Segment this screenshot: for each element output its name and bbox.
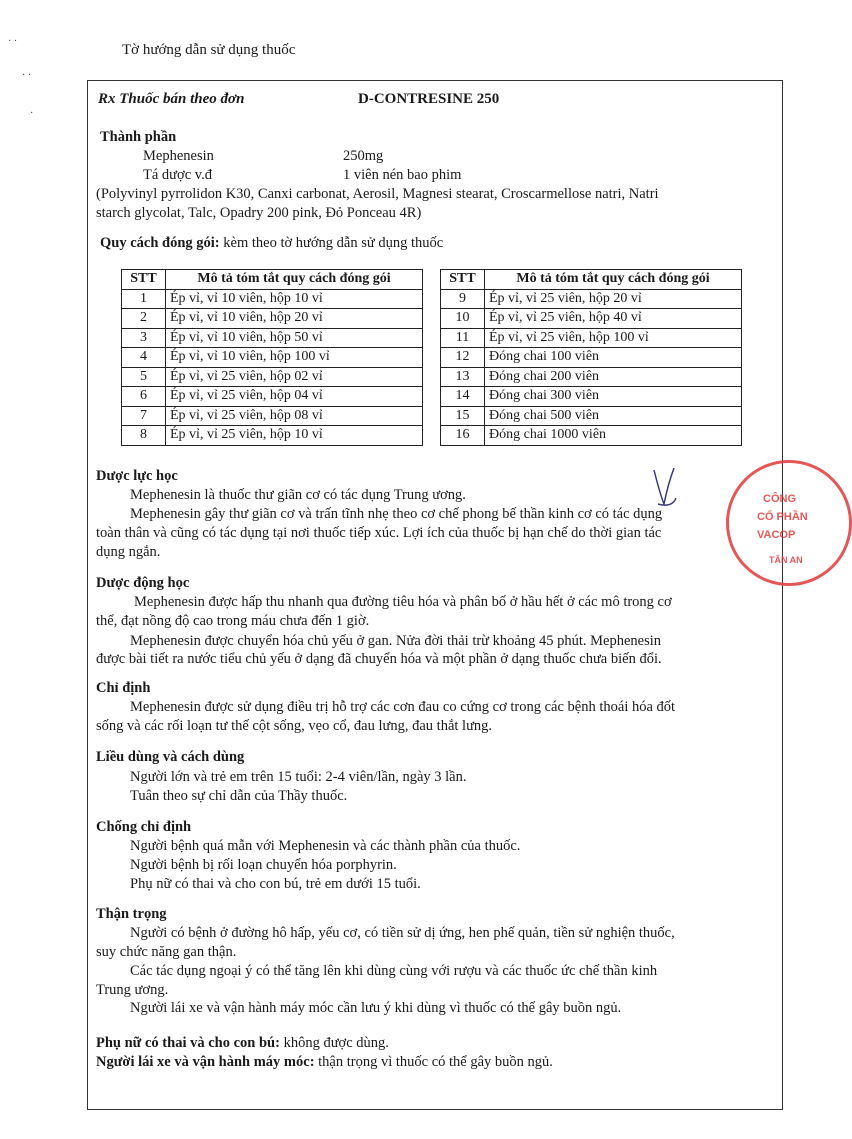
table-row (122, 328, 423, 348)
row-desc: Ép vỉ, vỉ 25 viên, hộp 02 vỉ (166, 367, 423, 387)
table-row (441, 426, 742, 446)
company-stamp (726, 460, 852, 586)
row-desc: Ép vỉ, vỉ 25 viên, hộp 20 vỉ (485, 289, 742, 309)
ci-line: Người bệnh bị rối loạn chuyển hóa porphyrin. (130, 857, 397, 873)
row-desc: Đóng chai 500 viên (485, 406, 742, 426)
table-row (441, 348, 742, 368)
active-amount: 250mg (343, 148, 384, 164)
contraindications-title: Chống chỉ định (96, 819, 192, 835)
table-row (122, 387, 423, 407)
col-stt: STT (122, 270, 166, 290)
table-row (122, 406, 423, 426)
doc-title: Tờ hướng dẫn sử dụng thuốc (122, 42, 296, 58)
table-row (441, 289, 742, 309)
composition-title: Thành phần (100, 129, 177, 145)
row-stt: 7 (122, 406, 166, 426)
prec-line: Người có bệnh ở đường hô hấp, yếu cơ, có tiền sử dị ứng, hen phế quản, tiền sử nghiện thuốc, (130, 925, 675, 941)
packaging-text: kèm theo tờ hướng dẫn sử dụng thuốc (223, 235, 444, 251)
pharmacokinetics-title: Dược động học (96, 575, 190, 591)
table-row (441, 309, 742, 329)
pk-line: Mephenesin được hấp thu nhanh qua đường tiêu hóa và phân bố ở hầu hết ở các mô trong cơ (134, 594, 672, 610)
col-desc: Mô tả tóm tắt quy cách đóng gói (485, 270, 742, 290)
table-row (122, 426, 423, 446)
stamp-text: TÂN AN (769, 555, 803, 565)
indications-title: Chỉ định (96, 680, 151, 696)
packaging-table-left (121, 269, 423, 446)
row-stt: 9 (441, 289, 485, 309)
packaging-line (100, 234, 443, 253)
signature-icon (646, 464, 686, 524)
excipient-name: Tá dược v.đ (143, 167, 212, 183)
row-desc: Đóng chai 1000 viên (485, 426, 742, 446)
row-stt: 5 (122, 367, 166, 387)
pk-line: Mephenesin được chuyển hóa chủ yếu ở gan. Nửa đời thải trừ khoảng 45 phút. Mephenesin (130, 633, 661, 649)
scan-mark: · · (22, 70, 32, 81)
row-stt: 2 (122, 309, 166, 329)
scan-mark: · (30, 108, 34, 119)
excipient-amount: 1 viên nén bao phim (343, 167, 462, 183)
prec-line: Trung ương. (96, 982, 169, 998)
excipient-list: (Polyvinyl pyrrolidon K30, Canxi carbonat, Aerosil, Magnesi stearat, Croscarmellose natri, Natri (96, 186, 659, 202)
row-stt: 4 (122, 348, 166, 368)
table-row (441, 328, 742, 348)
leaflet-frame (87, 80, 783, 1110)
pk-line: thể, đạt nồng độ cao trong máu chưa đến 1 giờ. (96, 613, 370, 629)
ind-line: sống và các rối loạn tư thế cột sống, vẹo cổ, đau lưng, đau thắt lưng. (96, 718, 493, 734)
dosage-line: Người lớn và trẻ em trên 15 tuổi: 2-4 viên/lần, ngày 3 lần. (130, 769, 467, 785)
excipient-list: starch glycolat, Talc, Opadry 200 pink, Đỏ Ponceau 4R) (96, 205, 422, 221)
ci-line: Người bệnh quá mẫn với Mephenesin và các thành phần của thuốc. (130, 838, 521, 854)
row-desc: Ép vỉ, vỉ 10 viên, hộp 50 vỉ (166, 328, 423, 348)
row-desc: Ép vỉ, vỉ 25 viên, hộp 100 vỉ (485, 328, 742, 348)
table-row (441, 387, 742, 407)
row-stt: 3 (122, 328, 166, 348)
driving-text: thận trọng vì thuốc có thể gây buồn ngủ. (318, 1054, 553, 1070)
product-name: D-CONTRESINE 250 (358, 91, 500, 107)
table-row (122, 289, 423, 309)
row-desc: Đóng chai 200 viên (485, 367, 742, 387)
packaging-label: Quy cách đóng gói: (100, 235, 220, 251)
row-stt: 15 (441, 406, 485, 426)
row-stt: 13 (441, 367, 485, 387)
pd-line: Mephenesin là thuốc thư giãn cơ có tác dụng Trung ương. (130, 487, 466, 503)
rx-label: Rx Thuốc bán theo đơn (98, 91, 245, 107)
packaging-table-right (440, 269, 742, 446)
row-desc: Đóng chai 300 viên (485, 387, 742, 407)
row-stt: 8 (122, 426, 166, 446)
pd-line: toàn thân và cũng có tác dụng tại nơi thuốc tiếp xúc. Lợi ích của thuốc bị hạn chế do thời gian tác (96, 525, 662, 541)
row-stt: 11 (441, 328, 485, 348)
pregnancy-label: Phụ nữ có thai và cho con bú: (96, 1035, 280, 1051)
table-row (441, 367, 742, 387)
dosage-title: Liều dùng và cách dùng (96, 749, 245, 765)
row-desc: Ép vỉ, vỉ 25 viên, hộp 08 vỉ (166, 406, 423, 426)
pk-line: được bài tiết ra nước tiểu chủ yếu ở dạng đã chuyển hóa và một phần ở dạng thuốc chưa biến đổi. (96, 651, 662, 667)
row-desc: Ép vỉ, vỉ 10 viên, hộp 100 vỉ (166, 348, 423, 368)
ind-line: Mephenesin được sử dụng điều trị hỗ trợ các cơn đau co cứng cơ trong các bệnh thoái hóa đốt (130, 699, 676, 715)
row-stt: 14 (441, 387, 485, 407)
pd-line: dụng ngắn. (96, 544, 161, 560)
table-row (441, 406, 742, 426)
pregnancy-line (96, 1034, 389, 1053)
table-row (122, 348, 423, 368)
row-stt: 12 (441, 348, 485, 368)
prec-line: suy chức năng gan thận. (96, 944, 237, 960)
row-desc: Ép vỉ, vỉ 10 viên, hộp 20 vỉ (166, 309, 423, 329)
row-desc: Đóng chai 100 viên (485, 348, 742, 368)
prec-line: Các tác dụng ngoại ý có thể tăng lên khi dùng cùng với rượu và các thuốc ức chế thần kinh (130, 963, 658, 979)
scan-mark: · · (8, 36, 18, 47)
table-row (122, 309, 423, 329)
col-desc: Mô tả tóm tắt quy cách đóng gói (166, 270, 423, 290)
row-desc: Ép vỉ, vỉ 25 viên, hộp 04 vỉ (166, 387, 423, 407)
driving-line (96, 1053, 553, 1072)
stamp-text: CỔ PHẦN (757, 511, 808, 523)
row-stt: 16 (441, 426, 485, 446)
precautions-title: Thận trọng (96, 906, 167, 922)
row-stt: 1 (122, 289, 166, 309)
row-desc: Ép vỉ, vỉ 25 viên, hộp 40 vỉ (485, 309, 742, 329)
pd-line: Mephenesin gây thư giãn cơ và trấn tĩnh nhẹ theo cơ chế phong bế thần kinh cơ có tác dụng (130, 506, 663, 522)
dosage-line: Tuân theo sự chỉ dẫn của Thầy thuốc. (130, 788, 348, 804)
prec-line: Người lái xe và vận hành máy móc cần lưu ý khi dùng vì thuốc có thể gây buồn ngủ. (130, 1000, 622, 1016)
ci-line: Phụ nữ có thai và cho con bú, trẻ em dưới 15 tuổi. (130, 876, 421, 892)
stamp-text: VACOP (757, 529, 796, 541)
table-row (122, 367, 423, 387)
row-stt: 10 (441, 309, 485, 329)
row-desc: Ép vỉ, vỉ 25 viên, hộp 10 vỉ (166, 426, 423, 446)
stamp-text: CÔNG (763, 493, 796, 505)
row-desc: Ép vỉ, vỉ 10 viên, hộp 10 vỉ (166, 289, 423, 309)
active-name: Mephenesin (143, 148, 214, 164)
pharmacodynamics-title: Dược lực học (96, 468, 178, 484)
row-stt: 6 (122, 387, 166, 407)
pregnancy-text: không được dùng. (283, 1035, 389, 1051)
col-stt: STT (441, 270, 485, 290)
driving-label: Người lái xe và vận hành máy móc: (96, 1054, 315, 1070)
